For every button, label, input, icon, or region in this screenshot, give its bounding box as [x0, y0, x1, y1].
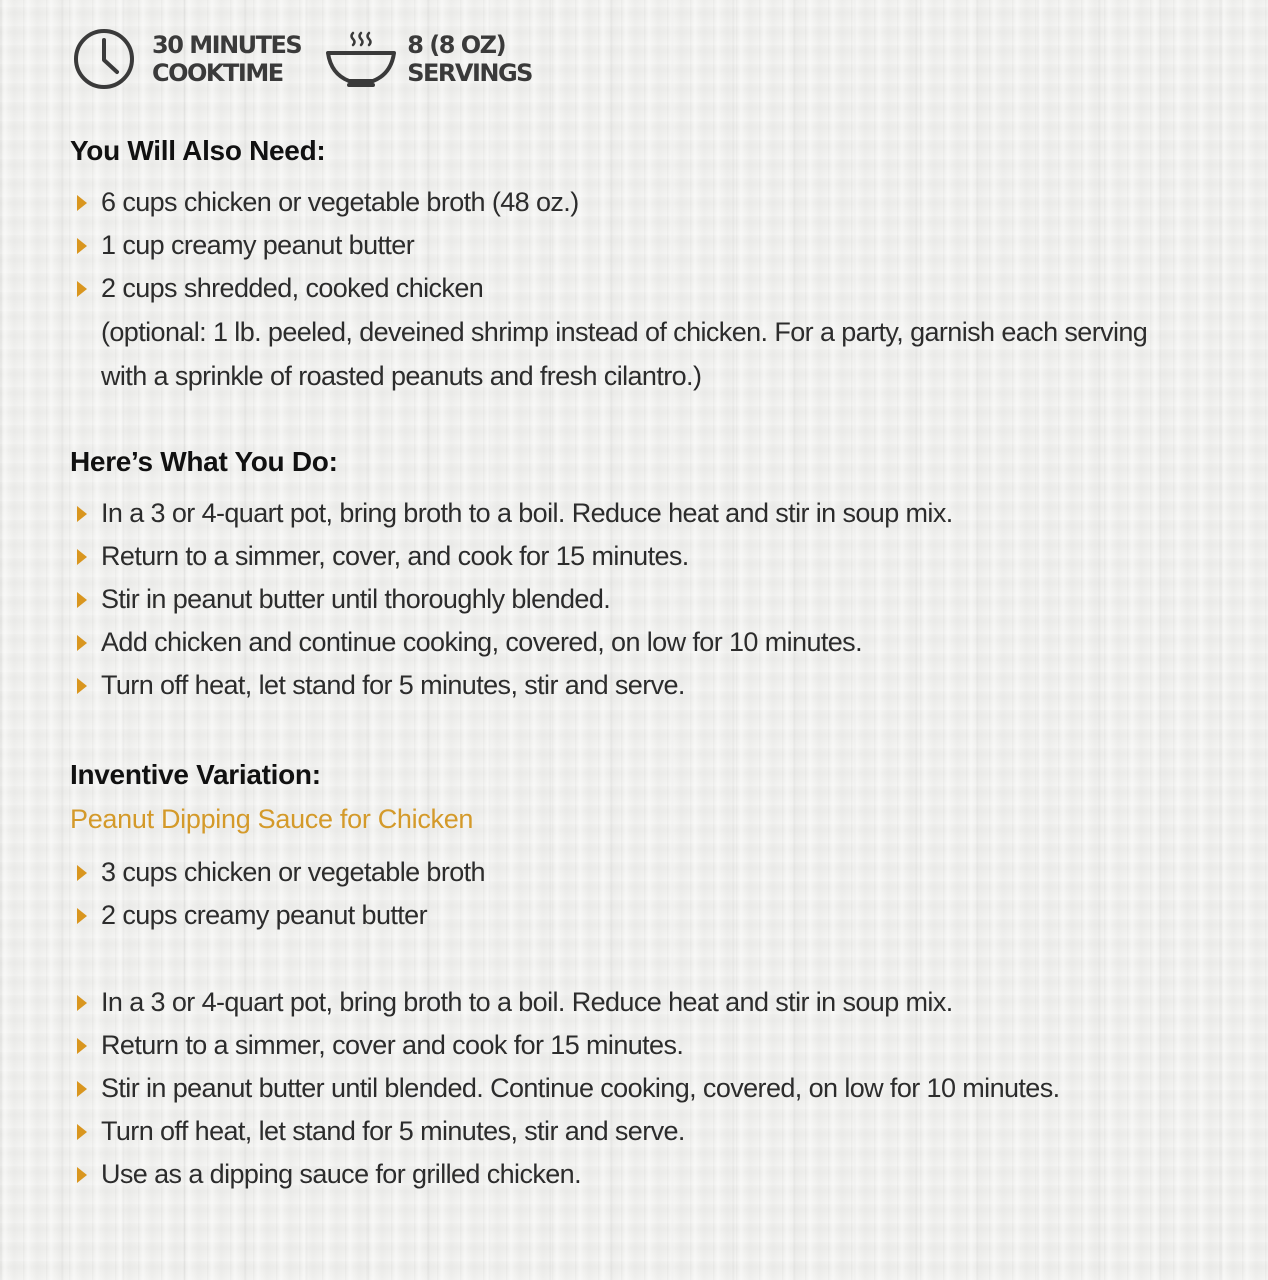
- variation-steps-list: [72, 981, 1060, 1196]
- list-item: Use as a dipping sauce for grilled chicken.: [72, 1153, 1060, 1196]
- list-item: 2 cups shredded, cooked chicken: [72, 267, 579, 310]
- list-item: Stir in peanut butter until thoroughly blended.: [72, 578, 953, 621]
- list-item: Turn off heat, let stand for 5 minutes, stir and serve.: [72, 664, 953, 707]
- list-item: Return to a simmer, cover, and cook for 15 minutes.: [72, 535, 953, 578]
- also-need-list: [72, 181, 579, 310]
- bullet-arrow-icon: [77, 506, 87, 522]
- bullet-arrow-icon: [77, 678, 87, 694]
- optional-note: (optional: 1 lb. peeled, deveined shrimp instead of chicken. For a party, garnish each serving with a sprinkle of roasted peanuts and fresh cilantro.): [101, 317, 1148, 391]
- steaming-bowl-icon: [325, 29, 397, 89]
- list-item: 1 cup creamy peanut butter: [72, 224, 579, 267]
- list-item: In a 3 or 4-quart pot, bring broth to a boil. Reduce heat and stir in soup mix.: [72, 492, 953, 535]
- also-need-heading: You Will Also Need:: [70, 135, 326, 166]
- bullet-arrow-icon: [77, 195, 87, 211]
- recipe-stats: [72, 26, 532, 92]
- bullet-arrow-icon: [77, 281, 87, 297]
- list-item: Return to a simmer, cover and cook for 15 minutes.: [72, 1024, 1060, 1067]
- variation-heading: Inventive Variation:: [70, 759, 321, 790]
- variation-title: Peanut Dipping Sauce for Chicken: [70, 804, 474, 834]
- steps-list: [72, 492, 953, 707]
- bullet-arrow-icon: [77, 592, 87, 608]
- list-item: 3 cups chicken or vegetable broth: [72, 851, 485, 894]
- bullet-arrow-icon: [77, 1167, 87, 1183]
- list-item: Turn off heat, let stand for 5 minutes, stir and serve.: [72, 1110, 1060, 1153]
- bullet-arrow-icon: [77, 865, 87, 881]
- bullet-arrow-icon: [77, 549, 87, 565]
- clock-icon: [72, 27, 136, 91]
- servings-stat: [301, 29, 532, 89]
- servings-value: 8 (8 OZ): [407, 31, 506, 59]
- bullet-arrow-icon: [77, 238, 87, 254]
- bullet-arrow-icon: [77, 1081, 87, 1097]
- bullet-arrow-icon: [77, 908, 87, 924]
- list-item: 6 cups chicken or vegetable broth (48 oz.): [72, 181, 579, 224]
- what-you-do-heading: Here’s What You Do:: [70, 446, 338, 477]
- bullet-arrow-icon: [77, 1038, 87, 1054]
- bullet-arrow-icon: [77, 995, 87, 1011]
- bullet-arrow-icon: [77, 635, 87, 651]
- list-item: Stir in peanut butter until blended. Continue cooking, covered, on low for 10 minutes.: [72, 1067, 1060, 1110]
- servings-label: SERVINGS: [407, 59, 532, 87]
- variation-ingredients-list: [72, 851, 485, 937]
- list-item: In a 3 or 4-quart pot, bring broth to a boil. Reduce heat and stir in soup mix.: [72, 981, 1060, 1024]
- list-item: 2 cups creamy peanut butter: [72, 894, 485, 937]
- list-item: Add chicken and continue cooking, covered, on low for 10 minutes.: [72, 621, 953, 664]
- bullet-arrow-icon: [77, 1124, 87, 1140]
- cooktime-value: 30 MINUTES: [152, 31, 302, 59]
- cooktime-label: COOKTIME: [152, 59, 283, 87]
- cooktime-stat: [72, 27, 301, 91]
